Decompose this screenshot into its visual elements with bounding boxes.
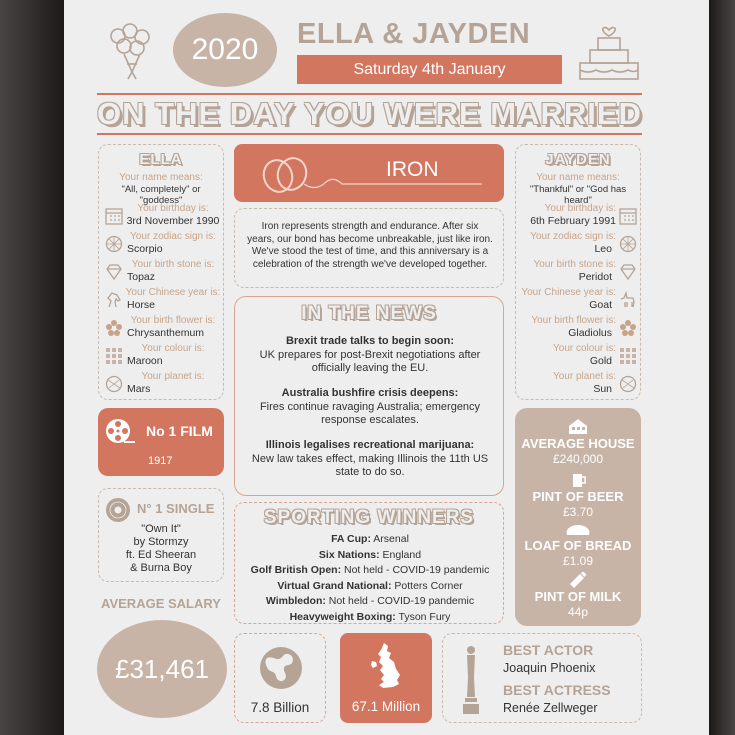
uk-map-icon	[370, 641, 402, 693]
poster	[64, 0, 709, 735]
jayden-planet-row	[516, 371, 640, 397]
sport-row	[239, 532, 501, 548]
single-title: "Own It"	[141, 523, 181, 535]
news-box	[234, 296, 504, 496]
ella-name: ELLA	[139, 151, 183, 168]
ella-stone-row	[99, 259, 223, 285]
palette-icon	[619, 347, 637, 365]
ella-zodiac-value: Scorpio	[127, 243, 163, 255]
price-value: £1.09	[562, 554, 594, 568]
sport-title: SPORTING WINNERS	[263, 507, 475, 528]
headline-rule-top	[97, 93, 642, 95]
milk-icon	[568, 572, 588, 588]
goat-icon	[619, 291, 637, 309]
best-actress: Renée Zellweger	[503, 701, 598, 715]
jayden-planet-label: Your planet is:	[552, 371, 616, 382]
year-badge: 2020	[173, 13, 277, 87]
sport-row	[239, 610, 501, 626]
ella-flower-row	[99, 315, 223, 341]
price-value: 44p	[567, 605, 589, 619]
sport-row	[239, 579, 501, 595]
sport-row	[239, 548, 501, 564]
cake-icon	[576, 22, 642, 84]
jayden-flower-value: Gladiolus	[568, 327, 612, 339]
news-item	[245, 439, 495, 480]
sport-winner: Arsenal	[373, 533, 409, 545]
price-label: LOAF OF BREAD	[524, 538, 632, 553]
sport-winner: Tyson Fury	[398, 610, 451, 623]
zodiac-icon	[619, 235, 637, 253]
single-details	[99, 523, 223, 575]
jayden-meaning: "Thankful" or "God has heard"	[529, 184, 627, 206]
sport-row	[239, 563, 501, 579]
salary-label: AVERAGE SALARY	[101, 596, 221, 611]
sport-winner: Potters Corner	[394, 579, 463, 592]
uk-population-box	[340, 633, 432, 723]
jayden-planet-value: Sun	[593, 383, 612, 395]
couple-names: ELLA & JAYDEN	[297, 18, 531, 50]
jayden-chinese-row	[516, 287, 640, 313]
anniversary-box	[234, 208, 504, 288]
best-actor: Joaquin Phoenix	[503, 661, 596, 675]
ella-planet-label: Your planet is:	[141, 371, 205, 382]
news-headline: Illinois legalises recreational marijuana:	[265, 439, 475, 451]
film-reel-icon	[104, 416, 136, 446]
uk-population: 67.1 Million	[351, 699, 421, 714]
anniversary-banner	[234, 144, 504, 202]
jayden-colour-row	[516, 343, 640, 369]
planet-icon	[619, 375, 637, 393]
single-featuring-2: & Burna Boy	[130, 562, 192, 574]
jayden-birthday-value: 6th February 1991	[530, 215, 616, 227]
price-value: £240,000	[552, 452, 604, 466]
jayden-stone-value: Peridot	[578, 271, 612, 283]
sport-list	[239, 532, 501, 625]
film-box	[98, 408, 224, 476]
sport-event: Wimbledon:	[265, 595, 326, 607]
jayden-colour-value: Gold	[589, 355, 612, 367]
globe-icon	[259, 646, 303, 690]
ella-birthday-label: Your birthday is:	[137, 203, 209, 214]
house-icon	[568, 418, 588, 434]
wedding-date: Saturday 4th January	[297, 55, 562, 84]
ella-zodiac-row	[99, 231, 223, 257]
gem-icon	[105, 263, 123, 281]
jayden-birthday-row	[516, 203, 640, 229]
sport-event: Golf British Open:	[250, 564, 342, 576]
world-population-box	[234, 633, 326, 723]
news-title: IN THE NEWS	[301, 303, 437, 324]
sport-box	[234, 502, 504, 624]
film-title: 1917	[148, 455, 173, 467]
jayden-flower-row	[516, 315, 640, 341]
ella-chinese-value: Horse	[127, 299, 156, 311]
sport-event: Heavyweight Boxing:	[289, 610, 396, 623]
news-item	[245, 387, 495, 428]
salary-value: £31,461	[97, 620, 227, 718]
news-body: New law takes effect, making Illinois the 11th US state to do so.	[251, 452, 489, 478]
ella-colour-label: Your colour is:	[141, 343, 205, 354]
jayden-stone-row	[516, 259, 640, 285]
vinyl-record-icon	[105, 497, 131, 523]
single-featuring: ft. Ed Sheeran	[125, 549, 197, 561]
prices-box	[515, 408, 641, 626]
news-body: UK prepares for post-Brexit negotiations after officially leaving the EU.	[259, 348, 481, 374]
calendar-icon	[619, 207, 637, 225]
bouquet-icon	[102, 22, 158, 80]
awards-box	[442, 633, 642, 723]
best-actress-label: BEST ACTRESS	[503, 682, 611, 698]
jayden-chinese-label: Your Chinese year is:	[521, 287, 616, 298]
jayden-zodiac-row	[516, 231, 640, 257]
planet-icon	[105, 375, 123, 393]
rings-icon	[256, 152, 486, 196]
jayden-meaning-label: Your name means:	[536, 172, 620, 183]
ella-colour-value: Maroon	[127, 355, 163, 367]
ella-birthday-value: 3rd November 1990	[126, 215, 220, 227]
sport-event: Six Nations:	[318, 548, 380, 561]
horse-icon	[105, 291, 123, 309]
flower-icon	[619, 319, 637, 337]
sport-row	[239, 594, 501, 610]
sport-event: Virtual Grand National:	[277, 579, 392, 592]
anniversary-description: Iron represents strength and endurance. After six years, our bond has become unbreakable, just like iron. We've stood the test of time, and this anniversary is a celebration of the strength we've developed together.	[247, 221, 493, 270]
palette-icon	[105, 347, 123, 365]
ella-colour-row	[99, 343, 223, 369]
ella-stone-label: Your birth stone is:	[131, 259, 215, 270]
sport-winner: Not held - COVID-19 pandemic	[344, 564, 490, 576]
price-label: PINT OF BEER	[532, 489, 624, 504]
sport-winner: Not held - COVID-19 pandemic	[328, 595, 475, 607]
ella-birthday-row	[99, 203, 223, 229]
world-population: 7.8 Billion	[250, 700, 310, 715]
ella-zodiac-label: Your zodiac sign is:	[130, 231, 216, 242]
ella-flower-label: Your birth flower is:	[130, 315, 216, 326]
calendar-icon	[105, 207, 123, 225]
jayden-birthday-label: Your birthday is:	[544, 203, 616, 214]
ella-planet-row	[99, 371, 223, 397]
price-value: £3.70	[562, 505, 594, 519]
beer-icon	[572, 472, 586, 488]
jayden-zodiac-value: Leo	[594, 243, 612, 255]
news-item	[245, 335, 495, 376]
news-headline: Brexit trade talks to begin soon:	[285, 335, 455, 347]
headline-rule-bottom	[97, 133, 642, 135]
ella-box	[98, 144, 224, 400]
jayden-chinese-value: Goat	[589, 299, 612, 311]
jayden-stone-label: Your birth stone is:	[533, 259, 616, 270]
headline: ON THE DAY YOU WERE MARRIED	[97, 96, 642, 131]
ella-meaning-label: Your name means:	[119, 172, 203, 183]
sport-event: FA Cup:	[331, 533, 371, 545]
oscar-statuette-icon	[461, 644, 481, 716]
single-box	[98, 488, 224, 582]
single-artist: by Stormzy	[133, 536, 189, 548]
ella-stone-value: Topaz	[127, 271, 156, 283]
jayden-flower-label: Your birth flower is:	[531, 315, 616, 326]
ella-meaning: "All, completely" or "goddess"	[121, 184, 201, 206]
jayden-name: JAYDEN	[545, 151, 611, 168]
frame-right	[709, 0, 735, 735]
ella-chinese-label: Your Chinese year is:	[125, 287, 221, 298]
anniversary-title: IRON	[386, 158, 439, 181]
jayden-colour-label: Your colour is:	[553, 343, 616, 354]
single-label: N° 1 SINGLE	[137, 501, 215, 516]
zodiac-icon	[105, 235, 123, 253]
sport-winner: England	[382, 548, 422, 561]
ella-planet-value: Mars	[127, 383, 151, 395]
jayden-zodiac-label: Your zodiac sign is:	[530, 231, 616, 242]
ella-chinese-row	[99, 287, 223, 313]
best-actor-label: BEST ACTOR	[503, 642, 594, 658]
gem-icon	[619, 263, 637, 281]
film-label: No 1 FILM	[146, 423, 213, 439]
flower-icon	[105, 319, 123, 337]
news-headline: Australia bushfire crisis deepens:	[281, 387, 459, 399]
price-label: AVERAGE HOUSE	[521, 436, 635, 451]
ella-flower-value: Chrysanthemum	[127, 327, 205, 339]
jayden-box	[515, 144, 641, 400]
news-body: Fires continue ravaging Australia; emergency response escalates.	[259, 400, 481, 426]
bread-icon	[565, 524, 591, 536]
frame-left	[0, 0, 64, 735]
price-label: PINT OF MILK	[534, 589, 622, 604]
